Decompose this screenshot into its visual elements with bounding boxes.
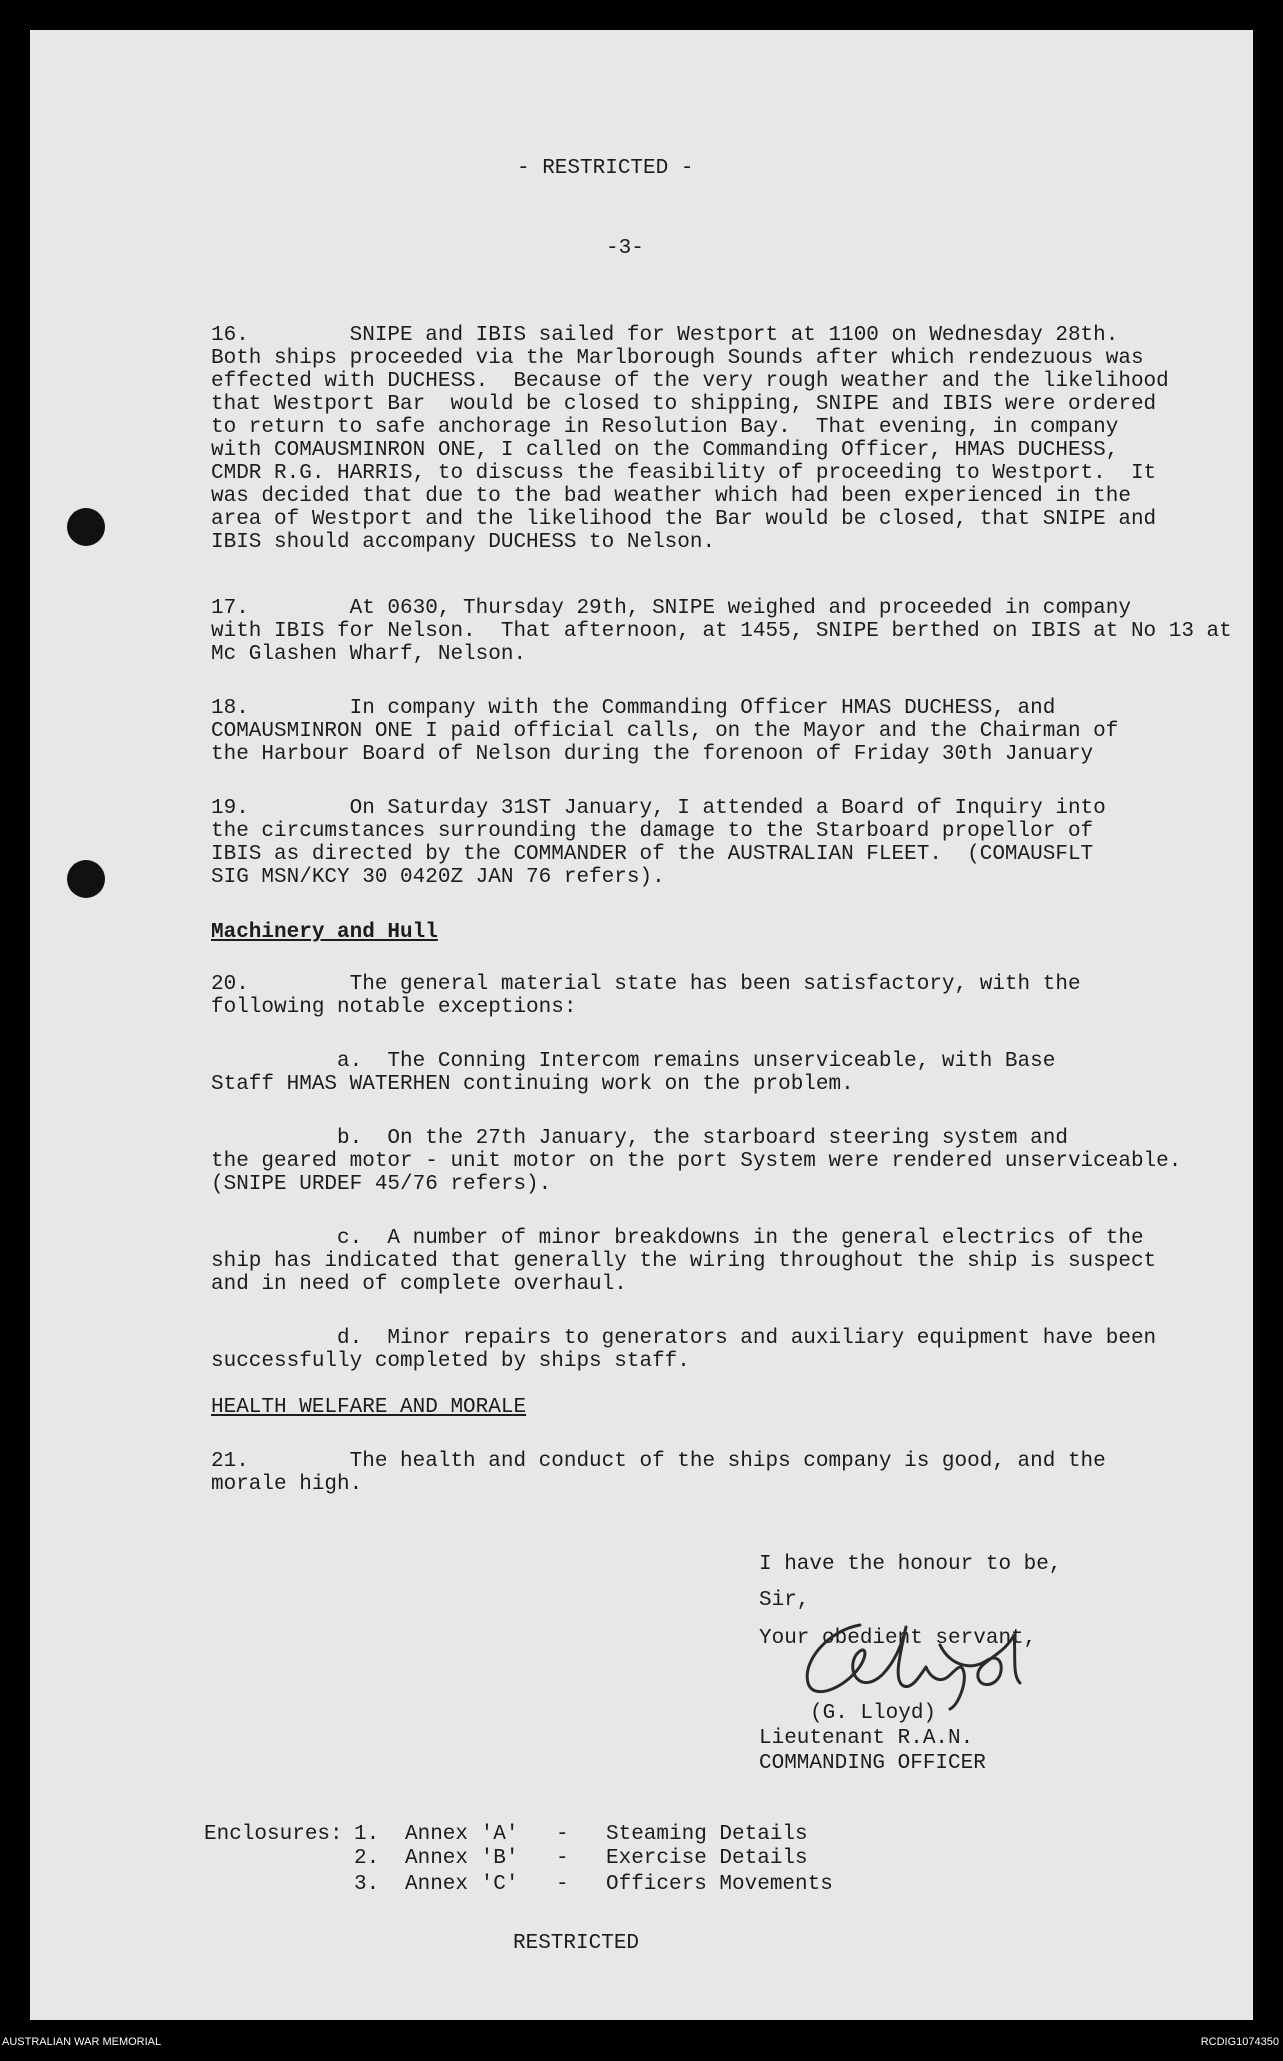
enclosure-number: 3. [354,1873,380,1896]
text-line: ship has indicated that generally the wiring throughout the ship is suspect [211,1250,1157,1273]
text-line: 20. The general material state has been satisfactory, with the [211,973,1081,996]
text-line: b. On the 27th January, the starboard steering system and [211,1127,1068,1150]
text-line: CMDR R.G. HARRIS, to discuss the feasibility of proceeding to Westport. It [211,462,1157,485]
text-line: SIG MSN/KCY 30 0420Z JAN 76 refers). [211,866,665,889]
text-line: (SNIPE URDEF 45/76 refers). [211,1173,552,1196]
text-line: to return to safe anchorage in Resolution Bay. That evening, in company [211,416,1119,439]
text-line: the Harbour Board of Nelson during the forenoon of Friday 30th January [211,743,1094,766]
text-line: successfully completed by ships staff. [211,1350,690,1373]
section-heading-machinery: Machinery and Hull [211,921,438,944]
text-line: 17. At 0630, Thursday 29th, SNIPE weighed and proceeded in company [211,597,1131,620]
archive-label: AUSTRALIAN WAR MEMORIAL [2,2036,162,2048]
text-line: following notable exceptions: [211,996,577,1019]
text-line: IBIS as directed by the COMMANDER of the AUSTRALIAN FLEET. (COMAUSFLT [211,843,1094,866]
text-line: Both ships proceeded via the Marlborough Sounds after which rendezuous was [211,347,1144,370]
enclosure-number: 2. [354,1847,380,1870]
text-line: a. The Conning Intercom remains unserviceable, with Base [211,1050,1056,1073]
archive-id: RCDIG1074350 [1200,2036,1279,2048]
enclosure-description: Officers Movements [606,1873,833,1896]
enclosure-annex: Annex 'A' [405,1823,519,1846]
handwritten-signature [790,1605,1060,1715]
text-line: the geared motor - unit motor on the port System were rendered unserviceable. [211,1150,1182,1173]
text-line: c. A number of minor breakdowns in the general electrics of the [211,1227,1144,1250]
enclosure-annex: Annex 'C' [405,1873,519,1896]
punch-hole [67,860,105,898]
text-line: with IBIS for Nelson. That afternoon, at 1455, SNIPE berthed on IBIS at No 13 at [211,620,1232,643]
closing-servant: Your obedient servant, [759,1627,1037,1650]
text-line: COMAUSMINRON ONE I paid official calls, on the Mayor and the Chairman of [211,720,1119,743]
enclosure-description: Steaming Details [606,1823,808,1846]
page-number: -3- [606,237,644,260]
text-line: 16. SNIPE and IBIS sailed for Westport at 1100 on Wednesday 28th. [211,324,1119,347]
enclosure-dash: - [556,1847,569,1870]
signatory-rank: Lieutenant R.A.N. [759,1727,974,1750]
text-line: the circumstances surrounding the damage to the Starboard propellor of [211,820,1094,843]
text-line: 19. On Saturday 31ST January, I attended a Board of Inquiry into [211,797,1106,820]
enclosure-annex: Annex 'B' [405,1847,519,1870]
closing-sir: Sir, [759,1589,810,1612]
text-line: morale high. [211,1473,363,1496]
text-line: IBIS should accompany DUCHESS to Nelson. [211,531,716,554]
text-line: Mc Glashen Wharf, Nelson. [211,643,527,666]
text-line: effected with DUCHESS. Because of the very rough weather and the likelihood [211,370,1169,393]
text-line: area of Westport and the likelihood the Bar would be closed, that SNIPE and [211,508,1157,531]
text-line: and in need of complete overhaul. [211,1273,627,1296]
text-line: was decided that due to the bad weather which had been experienced in the [211,485,1131,508]
text-line: d. Minor repairs to generators and auxiliary equipment have been [211,1327,1157,1350]
enclosure-dash: - [556,1873,569,1896]
section-heading-health: HEALTH WELFARE AND MORALE [211,1396,527,1419]
text-line: with COMAUSMINRON ONE, I called on the Commanding Officer, HMAS DUCHESS, [211,439,1119,462]
text-line: 21. The health and conduct of the ships company is good, and the [211,1450,1106,1473]
closing-honour: I have the honour to be, [759,1553,1062,1576]
signatory-name: (G. Lloyd) [810,1702,937,1725]
enclosure-description: Exercise Details [606,1847,808,1870]
footer-restricted: RESTRICTED [513,1932,640,1955]
header-restricted: - RESTRICTED - [517,157,694,180]
punch-hole [67,508,105,546]
enclosure-dash: - [556,1823,569,1846]
signatory-title: COMMANDING OFFICER [759,1752,986,1775]
enclosures-label: Enclosures: [204,1823,343,1846]
text-line: 18. In company with the Commanding Officer HMAS DUCHESS, and [211,697,1056,720]
text-line: that Westport Bar would be closed to shipping, SNIPE and IBIS were ordered [211,393,1157,416]
text-line: Staff HMAS WATERHEN continuing work on the problem. [211,1073,854,1096]
enclosure-number: 1. [354,1823,380,1846]
